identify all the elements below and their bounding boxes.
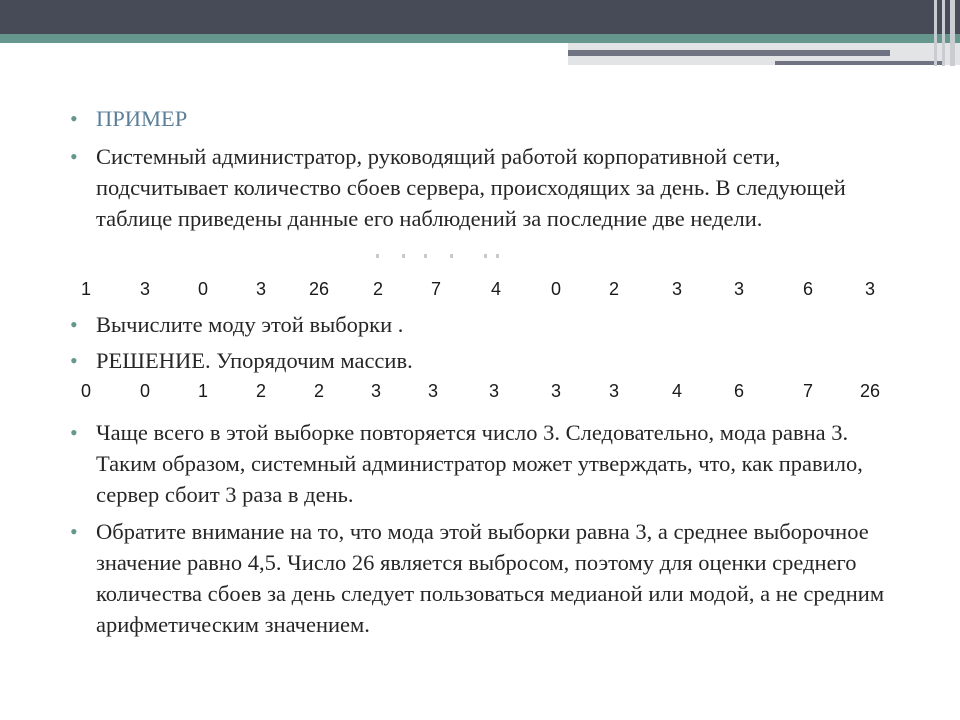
observation-value: 4 — [490, 279, 501, 299]
observation-value: 3 — [139, 279, 150, 299]
sorted-value: 1 — [197, 381, 208, 401]
sorted-value: 3 — [550, 381, 561, 401]
sorted-value: 0 — [139, 381, 150, 401]
conclusion-text: Чаще всего в этой выборке повторяется число 3. Следовательно, мода равна 3. Таким образом, системный администратор может утверждать, что, как правило, сервер сбоит 3 раза в день. — [96, 420, 863, 507]
observation-value: 6 — [802, 279, 813, 299]
observation-value: 3 — [255, 279, 266, 299]
bullet-icon: • — [70, 519, 78, 544]
observation-value: 7 — [430, 279, 441, 299]
observation-value: 2 — [372, 279, 383, 299]
sorted-value: 2 — [313, 381, 324, 401]
task-text: Вычислите моду этой выборки . — [96, 312, 404, 337]
sorted-value: 0 — [80, 381, 91, 401]
solution-heading: РЕШЕНИЕ. Упорядочим массив. — [96, 348, 413, 373]
header-line — [568, 50, 890, 56]
sorted-value: 3 — [370, 381, 381, 401]
sorted-value: 26 — [859, 381, 881, 401]
observation-value: 2 — [608, 279, 619, 299]
bullet-icon: • — [70, 144, 78, 169]
observation-value: 0 — [550, 279, 561, 299]
observation-value: 3 — [733, 279, 744, 299]
header-accent-stripe — [0, 34, 960, 43]
sorted-value: 3 — [427, 381, 438, 401]
sorted-row — [0, 381, 960, 407]
observation-value: 26 — [308, 279, 330, 299]
note-text: Обратите внимание на то, что мода этой выборки равна 3, а среднее выборочное значение равно 4,5. Число 26 является выбросом, поэтому для оценки среднего количества сбоев за день следует пользоваться медианой или модой, а не средним арифметическим значением. — [96, 519, 885, 637]
slide-title: ПРИМЕР — [96, 106, 188, 131]
header-band — [0, 0, 960, 34]
header-vertical-bars — [930, 0, 960, 66]
header-line-short — [775, 61, 945, 65]
sorted-value: 2 — [255, 381, 266, 401]
observations-row — [0, 279, 960, 305]
problem-statement: Системный администратор, руководящий работой корпоративной сети, подсчитывает количество сбоев сервера, происходящих за день. В следующей таблице приведены данные его наблюдений за последние две недели. — [96, 144, 846, 231]
sorted-value: 3 — [608, 381, 619, 401]
sorted-value: 4 — [671, 381, 682, 401]
sorted-value: 6 — [733, 381, 744, 401]
observation-value: 3 — [864, 279, 875, 299]
faint-marks — [372, 254, 502, 260]
bullet-icon: • — [70, 312, 78, 337]
observation-value: 3 — [671, 279, 682, 299]
sorted-value: 7 — [802, 381, 813, 401]
sorted-value: 3 — [488, 381, 499, 401]
bullet-icon: • — [70, 348, 78, 373]
observation-value: 0 — [197, 279, 208, 299]
observation-value: 1 — [80, 279, 91, 299]
bullet-icon: • — [70, 106, 78, 131]
bullet-icon: • — [70, 420, 78, 445]
